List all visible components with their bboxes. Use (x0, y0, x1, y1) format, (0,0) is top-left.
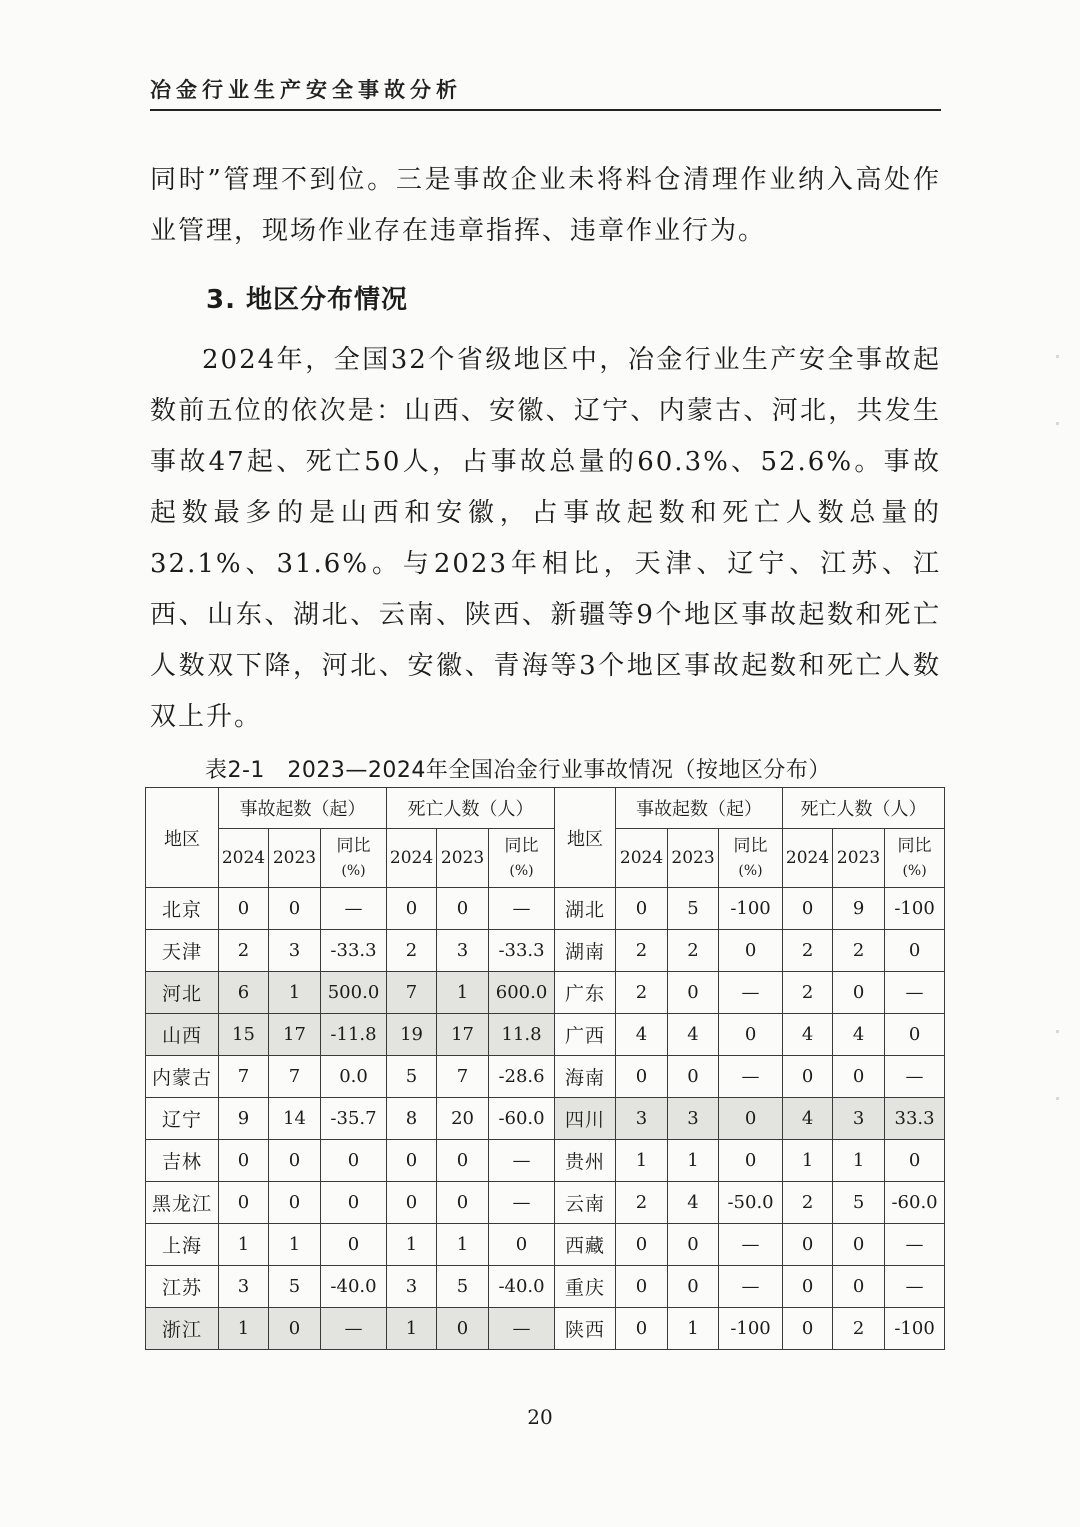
left-deaths-2024: 5 (387, 1056, 437, 1098)
table-row (146, 930, 945, 972)
right-deaths-2024: 0 (783, 1056, 833, 1098)
yoy-unit: (%) (509, 862, 534, 879)
right-accidents-2023: 2 (668, 930, 719, 972)
left-accidents-2024: 0 (219, 888, 269, 930)
table-body (146, 888, 945, 1350)
right-accidents-yoy: 0 (719, 1014, 783, 1056)
left-deaths-2023: 1 (437, 1224, 489, 1266)
right-deaths-2024: 0 (783, 888, 833, 930)
left-deaths-2024: 0 (387, 888, 437, 930)
left-accidents-yoy: -40.0 (321, 1266, 387, 1308)
table-row (146, 1098, 945, 1140)
right-accidents-2023: 1 (668, 1140, 719, 1182)
header-rule (150, 109, 941, 111)
left-deaths-yoy: — (489, 888, 555, 930)
left-accidents-2023: 17 (269, 1014, 321, 1056)
year-2024-header: 2024 (387, 829, 437, 888)
yoy-label: 同比 (504, 835, 539, 856)
left-deaths-2023: 20 (437, 1098, 489, 1140)
table-row (146, 1056, 945, 1098)
right-accidents-2024: 0 (616, 1224, 668, 1266)
year-2023-header: 2023 (833, 829, 885, 888)
right-deaths-yoy: — (885, 1056, 945, 1098)
paragraph-continuation: 同时”管理不到位。三是事故企业未将料仓清理作业纳入高处作业管理，现场作业存在违章指挥、违章作业行为。 (150, 165, 941, 246)
right-accidents-yoy: — (719, 1266, 783, 1308)
scan-edge-mark (1056, 1030, 1059, 1033)
right-deaths-2024: 0 (783, 1308, 833, 1350)
right-accidents-yoy: 0 (719, 1098, 783, 1140)
right-accidents-2024: 2 (616, 1182, 668, 1224)
yoy-header (321, 829, 387, 888)
left-deaths-yoy: -33.3 (489, 930, 555, 972)
left-accidents-yoy: 0.0 (321, 1056, 387, 1098)
deaths-header: 死亡人数（人） (783, 788, 945, 829)
table-row (146, 1224, 945, 1266)
left-accidents-2024: 0 (219, 1140, 269, 1182)
right-deaths-2023: 0 (833, 1266, 885, 1308)
yoy-label: 同比 (897, 835, 932, 856)
left-accidents-yoy: — (321, 888, 387, 930)
left-deaths-2024: 0 (387, 1182, 437, 1224)
table-row (146, 1266, 945, 1308)
right-accidents-2023: 5 (668, 888, 719, 930)
left-deaths-2023: 0 (437, 1140, 489, 1182)
year-2024-header: 2024 (783, 829, 833, 888)
right-deaths-2023: 4 (833, 1014, 885, 1056)
left-deaths-yoy: 11.8 (489, 1014, 555, 1056)
scan-edge-mark (1056, 355, 1059, 358)
scan-edge-mark (1056, 422, 1059, 425)
right-deaths-2023: 3 (833, 1098, 885, 1140)
right-deaths-2023: 5 (833, 1182, 885, 1224)
right-deaths-2024: 2 (783, 1182, 833, 1224)
table-row (146, 888, 945, 930)
left-deaths-yoy: — (489, 1140, 555, 1182)
left-region-name: 黑龙江 (146, 1182, 219, 1224)
right-region-name: 陕西 (555, 1308, 616, 1350)
left-deaths-2024: 1 (387, 1224, 437, 1266)
right-accidents-yoy: -50.0 (719, 1182, 783, 1224)
region-header: 地区 (146, 788, 219, 888)
right-accidents-yoy: -100 (719, 1308, 783, 1350)
right-accidents-yoy: 0 (719, 1140, 783, 1182)
right-accidents-2024: 4 (616, 1014, 668, 1056)
table-row (146, 1140, 945, 1182)
yoy-label: 同比 (336, 835, 371, 856)
right-deaths-yoy: -100 (885, 1308, 945, 1350)
left-accidents-2023: 5 (269, 1266, 321, 1308)
right-deaths-2024: 1 (783, 1140, 833, 1182)
left-region-name: 山西 (146, 1014, 219, 1056)
left-deaths-2023: 0 (437, 1308, 489, 1350)
right-accidents-2023: 0 (668, 972, 719, 1014)
left-accidents-2024: 1 (219, 1224, 269, 1266)
left-accidents-2024: 7 (219, 1056, 269, 1098)
table-row (146, 1014, 945, 1056)
left-accidents-2023: 0 (269, 1182, 321, 1224)
left-deaths-2023: 0 (437, 888, 489, 930)
right-accidents-2023: 0 (668, 1056, 719, 1098)
right-deaths-2024: 2 (783, 930, 833, 972)
left-deaths-2024: 19 (387, 1014, 437, 1056)
left-accidents-2024: 15 (219, 1014, 269, 1056)
right-accidents-2023: 0 (668, 1266, 719, 1308)
yoy-unit: (%) (341, 862, 366, 879)
year-2024-header: 2024 (219, 829, 269, 888)
right-region-name: 湖北 (555, 888, 616, 930)
left-accidents-2023: 14 (269, 1098, 321, 1140)
left-accidents-yoy: 0 (321, 1182, 387, 1224)
left-accidents-2024: 2 (219, 930, 269, 972)
left-deaths-2024: 0 (387, 1140, 437, 1182)
left-region-name: 天津 (146, 930, 219, 972)
yoy-header (489, 829, 555, 888)
right-accidents-2024: 0 (616, 1056, 668, 1098)
right-accidents-2024: 0 (616, 1308, 668, 1350)
right-region-name: 广西 (555, 1014, 616, 1056)
right-deaths-2023: 1 (833, 1140, 885, 1182)
yoy-unit: (%) (902, 862, 927, 879)
right-accidents-2023: 4 (668, 1182, 719, 1224)
left-region-name: 内蒙古 (146, 1056, 219, 1098)
left-accidents-2023: 0 (269, 1308, 321, 1350)
right-accidents-2023: 0 (668, 1224, 719, 1266)
left-deaths-2023: 0 (437, 1182, 489, 1224)
table-caption: 表2-1 2023—2024年全国冶金行业事故情况（按地区分布） (205, 758, 831, 783)
left-deaths-2023: 17 (437, 1014, 489, 1056)
left-accidents-2024: 3 (219, 1266, 269, 1308)
left-region-name: 北京 (146, 888, 219, 930)
right-region-name: 重庆 (555, 1266, 616, 1308)
year-2024-header: 2024 (616, 829, 668, 888)
right-deaths-yoy: — (885, 1266, 945, 1308)
region-header: 地区 (555, 788, 616, 888)
right-deaths-2023: 0 (833, 1224, 885, 1266)
accidents-header: 事故起数（起） (219, 788, 387, 829)
left-accidents-yoy: -11.8 (321, 1014, 387, 1056)
left-accidents-2023: 0 (269, 1140, 321, 1182)
right-accidents-yoy: -100 (719, 888, 783, 930)
right-deaths-yoy: 0 (885, 1140, 945, 1182)
right-deaths-yoy: — (885, 972, 945, 1014)
right-deaths-2024: 0 (783, 1266, 833, 1308)
left-accidents-2024: 9 (219, 1098, 269, 1140)
right-deaths-2023: 9 (833, 888, 885, 930)
right-accidents-yoy: — (719, 1224, 783, 1266)
yoy-label: 同比 (733, 835, 768, 856)
left-accidents-2023: 7 (269, 1056, 321, 1098)
paragraph-regional-summary: 2024年，全国32个省级地区中，冶金行业生产安全事故起数前五位的依次是：山西、安徽、辽宁、内蒙古、河北，共发生事故47起、死亡50人，占事故总量的60.3%、52.6%。事故起数最多的是山西和安徽，占事故起数和死亡人数总量的32.1%、31.6%。与2023年相比，天津、辽宁、江苏、江西、山东、湖北、云南、陕西、新疆等9个地区事故起数和死亡人数双下降，河北、安徽、青海等3个地区事故起数和死亡人数双上升。 (150, 345, 941, 732)
left-deaths-yoy: -60.0 (489, 1098, 555, 1140)
right-deaths-2023: 0 (833, 1056, 885, 1098)
right-deaths-yoy: 33.3 (885, 1098, 945, 1140)
left-region-name: 浙江 (146, 1308, 219, 1350)
left-accidents-yoy: 0 (321, 1224, 387, 1266)
left-deaths-2024: 8 (387, 1098, 437, 1140)
section-title: 3. 地区分布情况 (206, 285, 409, 315)
left-deaths-yoy: -40.0 (489, 1266, 555, 1308)
right-region-name: 云南 (555, 1182, 616, 1224)
left-accidents-2023: 1 (269, 1224, 321, 1266)
table-row (146, 1308, 945, 1350)
left-region-name: 吉林 (146, 1140, 219, 1182)
right-accidents-2023: 1 (668, 1308, 719, 1350)
right-accidents-2024: 1 (616, 1140, 668, 1182)
left-deaths-2024: 3 (387, 1266, 437, 1308)
table-row (146, 972, 945, 1014)
scan-edge-mark (1056, 1097, 1059, 1100)
page-number: 20 (527, 1405, 553, 1429)
left-accidents-yoy: 0 (321, 1140, 387, 1182)
left-deaths-yoy: — (489, 1308, 555, 1350)
left-accidents-yoy: -33.3 (321, 930, 387, 972)
right-deaths-2023: 2 (833, 930, 885, 972)
left-region-name: 辽宁 (146, 1098, 219, 1140)
right-deaths-2024: 2 (783, 972, 833, 1014)
left-region-name: 河北 (146, 972, 219, 1014)
right-accidents-yoy: 0 (719, 930, 783, 972)
right-deaths-yoy: -60.0 (885, 1182, 945, 1224)
right-accidents-2023: 4 (668, 1014, 719, 1056)
left-deaths-yoy: 600.0 (489, 972, 555, 1014)
left-accidents-yoy: — (321, 1308, 387, 1350)
right-deaths-2024: 4 (783, 1014, 833, 1056)
right-deaths-2023: 2 (833, 1308, 885, 1350)
regional-accident-table (145, 787, 945, 1350)
left-accidents-2024: 0 (219, 1182, 269, 1224)
left-deaths-2024: 7 (387, 972, 437, 1014)
left-deaths-2023: 1 (437, 972, 489, 1014)
left-deaths-2024: 1 (387, 1308, 437, 1350)
right-deaths-2024: 0 (783, 1224, 833, 1266)
right-accidents-2024: 2 (616, 972, 668, 1014)
right-deaths-yoy: 0 (885, 1014, 945, 1056)
yoy-header (885, 829, 945, 888)
left-deaths-yoy: — (489, 1182, 555, 1224)
right-accidents-yoy: — (719, 972, 783, 1014)
right-accidents-2024: 0 (616, 1266, 668, 1308)
right-accidents-yoy: — (719, 1056, 783, 1098)
left-deaths-yoy: -28.6 (489, 1056, 555, 1098)
right-deaths-yoy: 0 (885, 930, 945, 972)
yoy-header (719, 829, 783, 888)
right-region-name: 四川 (555, 1098, 616, 1140)
right-region-name: 湖南 (555, 930, 616, 972)
accidents-header: 事故起数（起） (616, 788, 783, 829)
left-deaths-2023: 7 (437, 1056, 489, 1098)
running-header: 冶金行业生产安全事故分析 (150, 78, 462, 102)
right-accidents-2024: 0 (616, 888, 668, 930)
left-accidents-2024: 1 (219, 1308, 269, 1350)
left-deaths-2023: 3 (437, 930, 489, 972)
year-2023-header: 2023 (668, 829, 719, 888)
right-accidents-2024: 2 (616, 930, 668, 972)
left-accidents-2023: 0 (269, 888, 321, 930)
left-accidents-2023: 1 (269, 972, 321, 1014)
right-region-name: 海南 (555, 1056, 616, 1098)
right-region-name: 广东 (555, 972, 616, 1014)
right-deaths-2023: 0 (833, 972, 885, 1014)
left-accidents-yoy: -35.7 (321, 1098, 387, 1140)
year-2023-header: 2023 (269, 829, 321, 888)
left-accidents-yoy: 500.0 (321, 972, 387, 1014)
left-accidents-2023: 3 (269, 930, 321, 972)
left-deaths-2024: 2 (387, 930, 437, 972)
year-2023-header: 2023 (437, 829, 489, 888)
deaths-header: 死亡人数（人） (387, 788, 555, 829)
left-region-name: 上海 (146, 1224, 219, 1266)
left-region-name: 江苏 (146, 1266, 219, 1308)
left-deaths-yoy: 0 (489, 1224, 555, 1266)
right-deaths-yoy: -100 (885, 888, 945, 930)
right-region-name: 西藏 (555, 1224, 616, 1266)
right-region-name: 贵州 (555, 1140, 616, 1182)
right-deaths-2024: 4 (783, 1098, 833, 1140)
yoy-unit: (%) (738, 862, 763, 879)
left-deaths-2023: 5 (437, 1266, 489, 1308)
right-accidents-2024: 3 (616, 1098, 668, 1140)
table-row (146, 1182, 945, 1224)
right-accidents-2023: 3 (668, 1098, 719, 1140)
right-deaths-yoy: — (885, 1224, 945, 1266)
left-accidents-2024: 6 (219, 972, 269, 1014)
